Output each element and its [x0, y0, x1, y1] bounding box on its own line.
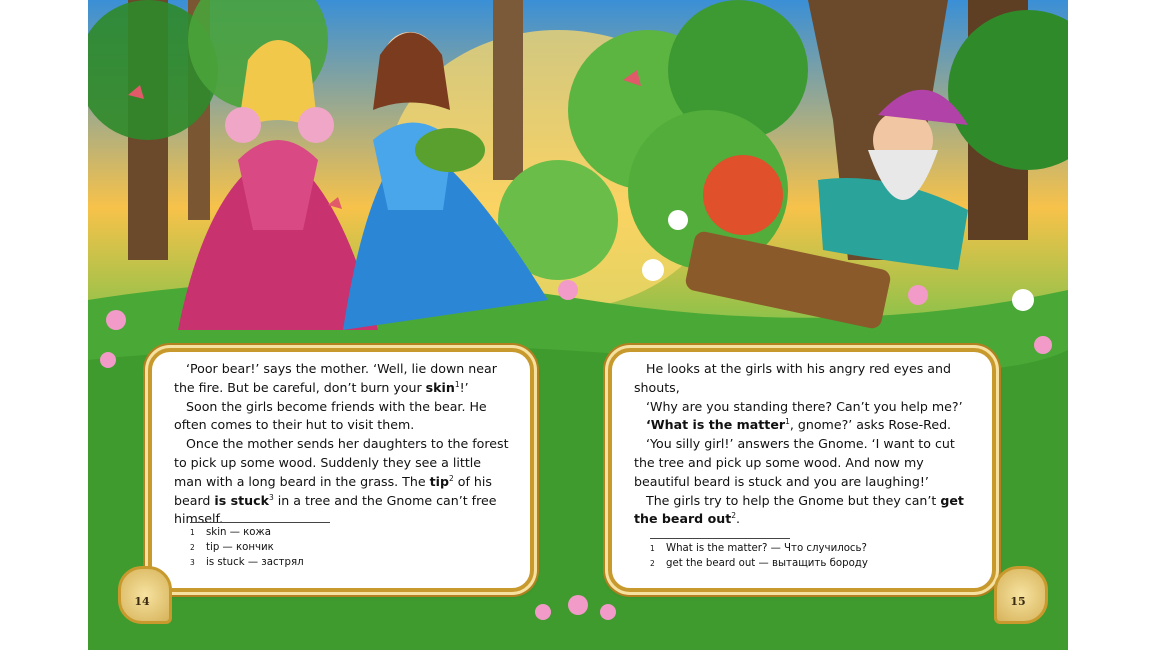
footnote [190, 525, 330, 540]
left-story-text [174, 360, 512, 529]
footnote-text: What is the matter? — Что случилось? [666, 543, 867, 554]
story-paragraph: Once the mother sends her daughters to the forest to pick up some wood. Suddenly they see a little man with a long beard in the grass. The tip$^2$ of his beard is stuck$^3$ in a tree and the Gnome can’t free himself. [174, 436, 509, 527]
story-paragraph: ‘What is the matter$^1$, gnome?’ asks Rose-Red. [646, 417, 952, 433]
page-number-right: 15 [1010, 595, 1026, 608]
footnote-number: 2 [190, 543, 195, 552]
story-paragraph: He looks at the girls with his angry red eyes and shouts, [634, 361, 951, 395]
footnote-text: skin — кожа [206, 527, 271, 538]
footnote-text: tip — кончик [206, 542, 274, 553]
footnote [650, 541, 868, 556]
left-text-panel [148, 348, 534, 592]
glossary-term: get the beard out [634, 492, 964, 527]
footnote-text: get the beard out — вытащить бороду [666, 558, 868, 569]
footnote [190, 555, 330, 570]
story-paragraph: ‘You silly girl!’ answers the Gnome. ‘I want to cut the tree and pick up some wood. And now my beautiful beard is stuck and you are laughing!’ [634, 436, 955, 489]
right-text-panel [608, 348, 996, 592]
glossary-term: is stuck [214, 492, 269, 508]
story-paragraph: ‘Why are you standing there? Can’t you help me?’ [646, 398, 963, 414]
footnote [190, 540, 330, 555]
footnote-number: 1 [190, 528, 195, 537]
glossary-term: skin [425, 379, 455, 395]
footnote-number: 2 [650, 559, 655, 568]
footnote-number: 3 [190, 558, 195, 567]
footnote-rule [190, 522, 330, 523]
story-paragraph: ‘Poor bear!’ says the mother. ‘Well, lie down near the fire. But be careful, don’t burn your skin$^1$!’ [174, 361, 497, 395]
footnote-marker: 2 [448, 473, 454, 483]
glossary-term: ‘What is the matter [646, 417, 786, 433]
glossary-term: tip [429, 473, 449, 489]
left-footnotes [190, 522, 330, 570]
footnote-marker: 3 [268, 492, 274, 502]
footnote-text: is stuck — застрял [206, 557, 304, 568]
footnote-marker: 1 [785, 417, 790, 427]
story-paragraph: The girls try to help the Gnome but they can’t get the beard out$^2$. [634, 492, 964, 527]
page-number-left: 14 [134, 595, 150, 608]
right-footnotes [650, 538, 868, 571]
footnote [650, 556, 868, 571]
story-paragraph: Soon the girls become friends with the bear. He often comes to their hut to visit them. [174, 398, 487, 433]
footnote-marker: 1 [454, 379, 460, 389]
tree-trunk-middle [493, 0, 523, 180]
book-spread [88, 0, 1068, 650]
footnote-marker: 2 [731, 511, 736, 521]
footnote-number: 1 [650, 544, 655, 553]
right-story-text [634, 360, 974, 529]
footnote-rule [650, 538, 790, 539]
